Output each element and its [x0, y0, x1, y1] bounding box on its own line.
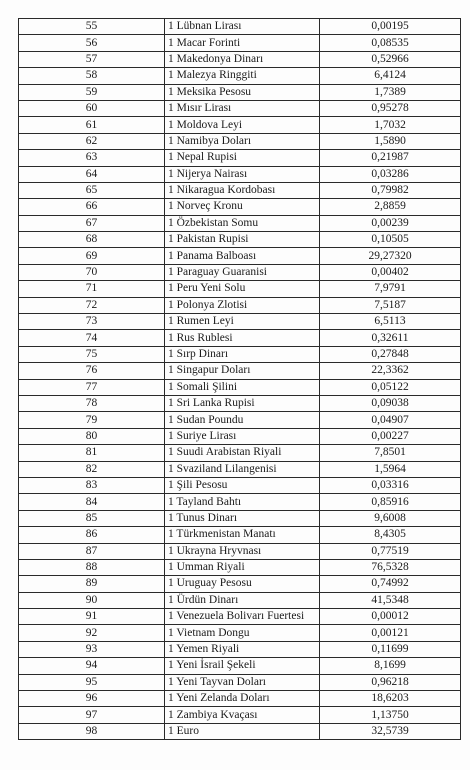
currency-name: 1 Sırp Dinarı: [165, 346, 320, 362]
exchange-rate-value: 0,09038: [320, 395, 461, 411]
currency-name: 1 Namibya Doları: [165, 133, 320, 149]
row-number: 84: [19, 494, 165, 510]
currency-name: 1 Umman Riyali: [165, 559, 320, 575]
row-number: 85: [19, 510, 165, 526]
table-row: [19, 494, 461, 510]
table-row: [19, 445, 461, 461]
exchange-rate-value: 0,77519: [320, 543, 461, 559]
row-number: 86: [19, 527, 165, 543]
exchange-rate-value: 0,03286: [320, 166, 461, 182]
row-number: 75: [19, 346, 165, 362]
row-number: 95: [19, 674, 165, 690]
currency-name: 1 Tayland Bahtı: [165, 494, 320, 510]
table-row: [19, 543, 461, 559]
currency-name: 1 Zambiya Kvaçası: [165, 707, 320, 723]
currency-name: 1 Nijerya Nairası: [165, 166, 320, 182]
currency-name: 1 Sri Lanka Rupisi: [165, 395, 320, 411]
table-row: [19, 248, 461, 264]
exchange-rate-value: 41,5348: [320, 592, 461, 608]
currency-name: 1 Yeni Zelanda Doları: [165, 691, 320, 707]
exchange-rate-value: 0,27848: [320, 346, 461, 362]
table-row: [19, 100, 461, 116]
row-number: 76: [19, 363, 165, 379]
currency-name: 1 Somali Şilini: [165, 379, 320, 395]
currency-name: 1 Venezuela Bolivarı Fuertesi: [165, 609, 320, 625]
row-number: 65: [19, 182, 165, 198]
row-number: 89: [19, 576, 165, 592]
row-number: 98: [19, 723, 165, 739]
row-number: 56: [19, 35, 165, 51]
currency-name: 1 Suudi Arabistan Riyali: [165, 445, 320, 461]
table-row: [19, 477, 461, 493]
row-number: 83: [19, 477, 165, 493]
exchange-rate-table-body: [19, 19, 461, 740]
table-row: [19, 527, 461, 543]
row-number: 68: [19, 232, 165, 248]
exchange-rate-value: 0,00195: [320, 19, 461, 35]
table-row: [19, 182, 461, 198]
currency-name: 1 Suriye Lirası: [165, 428, 320, 444]
row-number: 81: [19, 445, 165, 461]
currency-name: 1 Uruguay Pesosu: [165, 576, 320, 592]
row-number: 62: [19, 133, 165, 149]
row-number: 63: [19, 150, 165, 166]
table-row: [19, 19, 461, 35]
exchange-rate-value: 6,4124: [320, 68, 461, 84]
table-row: [19, 215, 461, 231]
table-row: [19, 51, 461, 67]
currency-name: 1 Vietnam Dongu: [165, 625, 320, 641]
row-number: 72: [19, 297, 165, 313]
exchange-rate-value: 0,11699: [320, 641, 461, 657]
row-number: 79: [19, 412, 165, 428]
table-row: [19, 166, 461, 182]
currency-name: 1 Moldova Leyi: [165, 117, 320, 133]
table-row: [19, 232, 461, 248]
currency-name: 1 Lübnan Lirası: [165, 19, 320, 35]
currency-name: 1 Singapur Doları: [165, 363, 320, 379]
row-number: 87: [19, 543, 165, 559]
currency-name: 1 Panama Balboası: [165, 248, 320, 264]
row-number: 69: [19, 248, 165, 264]
exchange-rate-value: 7,8501: [320, 445, 461, 461]
row-number: 91: [19, 609, 165, 625]
exchange-rate-value: 0,32611: [320, 330, 461, 346]
row-number: 61: [19, 117, 165, 133]
table-row: [19, 117, 461, 133]
currency-name: 1 Rus Rublesi: [165, 330, 320, 346]
exchange-rate-value: 7,5187: [320, 297, 461, 313]
exchange-rate-value: 0,00402: [320, 264, 461, 280]
table-row: [19, 84, 461, 100]
table-row: [19, 461, 461, 477]
table-row: [19, 314, 461, 330]
row-number: 92: [19, 625, 165, 641]
exchange-rate-value: 0,04907: [320, 412, 461, 428]
table-row: [19, 363, 461, 379]
currency-name: 1 Yeni Tayvan Doları: [165, 674, 320, 690]
currency-name: 1 Paraguay Guaranisi: [165, 264, 320, 280]
currency-name: 1 Peru Yeni Solu: [165, 281, 320, 297]
exchange-rate-value: 8,1699: [320, 658, 461, 674]
exchange-rate-value: 29,27320: [320, 248, 461, 264]
currency-name: 1 Tunus Dinarı: [165, 510, 320, 526]
currency-name: 1 Pakistan Rupisi: [165, 232, 320, 248]
table-row: [19, 674, 461, 690]
currency-name: 1 Yemen Riyali: [165, 641, 320, 657]
exchange-rate-value: 0,79982: [320, 182, 461, 198]
table-row: [19, 428, 461, 444]
table-row: [19, 412, 461, 428]
row-number: 93: [19, 641, 165, 657]
exchange-rate-value: 0,95278: [320, 100, 461, 116]
table-row: [19, 150, 461, 166]
exchange-rate-value: 0,21987: [320, 150, 461, 166]
table-row: [19, 199, 461, 215]
table-row: [19, 264, 461, 280]
exchange-rate-value: 1,13750: [320, 707, 461, 723]
exchange-rate-value: 0,74992: [320, 576, 461, 592]
table-row: [19, 592, 461, 608]
currency-name: 1 Türkmenistan Manatı: [165, 527, 320, 543]
currency-name: 1 Euro: [165, 723, 320, 739]
table-row: [19, 35, 461, 51]
exchange-rate-value: 22,3362: [320, 363, 461, 379]
currency-name: 1 Nepal Rupisi: [165, 150, 320, 166]
currency-name: 1 Meksika Pesosu: [165, 84, 320, 100]
table-row: [19, 691, 461, 707]
row-number: 57: [19, 51, 165, 67]
row-number: 77: [19, 379, 165, 395]
currency-name: 1 Özbekistan Somu: [165, 215, 320, 231]
exchange-rate-value: 0,00012: [320, 609, 461, 625]
row-number: 97: [19, 707, 165, 723]
table-row: [19, 641, 461, 657]
currency-name: 1 Polonya Zlotisi: [165, 297, 320, 313]
exchange-rate-value: 18,6203: [320, 691, 461, 707]
currency-name: 1 Mısır Lirası: [165, 100, 320, 116]
currency-name: 1 Makedonya Dinarı: [165, 51, 320, 67]
exchange-rate-value: 9,6008: [320, 510, 461, 526]
exchange-rate-value: 7,9791: [320, 281, 461, 297]
exchange-rate-value: 1,5890: [320, 133, 461, 149]
table-row: [19, 68, 461, 84]
exchange-rate-value: 0,10505: [320, 232, 461, 248]
row-number: 80: [19, 428, 165, 444]
exchange-rate-value: 0,05122: [320, 379, 461, 395]
row-number: 58: [19, 68, 165, 84]
table-row: [19, 609, 461, 625]
exchange-rate-value: 1,7032: [320, 117, 461, 133]
currency-name: 1 Yeni İsrail Şekeli: [165, 658, 320, 674]
row-number: 71: [19, 281, 165, 297]
row-number: 70: [19, 264, 165, 280]
exchange-rate-value: 0,00121: [320, 625, 461, 641]
currency-name: 1 Sudan Poundu: [165, 412, 320, 428]
row-number: 82: [19, 461, 165, 477]
currency-name: 1 Macar Forinti: [165, 35, 320, 51]
row-number: 55: [19, 19, 165, 35]
exchange-rate-value: 8,4305: [320, 527, 461, 543]
exchange-rate-value: 0,52966: [320, 51, 461, 67]
row-number: 59: [19, 84, 165, 100]
exchange-rate-value: 0,00239: [320, 215, 461, 231]
table-row: [19, 330, 461, 346]
table-row: [19, 346, 461, 362]
table-row: [19, 281, 461, 297]
row-number: 73: [19, 314, 165, 330]
exchange-rate-value: 0,96218: [320, 674, 461, 690]
row-number: 94: [19, 658, 165, 674]
row-number: 78: [19, 395, 165, 411]
currency-name: 1 Ukrayna Hryvnası: [165, 543, 320, 559]
exchange-rate-value: 0,03316: [320, 477, 461, 493]
row-number: 66: [19, 199, 165, 215]
table-row: [19, 510, 461, 526]
currency-name: 1 Ürdün Dinarı: [165, 592, 320, 608]
table-row: [19, 559, 461, 575]
currency-name: 1 Şili Pesosu: [165, 477, 320, 493]
currency-name: 1 Nikaragua Kordobası: [165, 182, 320, 198]
table-row: [19, 133, 461, 149]
row-number: 90: [19, 592, 165, 608]
currency-name: 1 Norveç Kronu: [165, 199, 320, 215]
exchange-rate-value: 0,85916: [320, 494, 461, 510]
table-row: [19, 297, 461, 313]
row-number: 60: [19, 100, 165, 116]
exchange-rate-value: 0,08535: [320, 35, 461, 51]
row-number: 96: [19, 691, 165, 707]
table-row: [19, 576, 461, 592]
exchange-rate-value: 1,5964: [320, 461, 461, 477]
currency-name: 1 Rumen Leyi: [165, 314, 320, 330]
currency-name: 1 Malezya Ringgiti: [165, 68, 320, 84]
table-row: [19, 707, 461, 723]
exchange-rate-value: 1,7389: [320, 84, 461, 100]
exchange-rate-value: 32,5739: [320, 723, 461, 739]
row-number: 74: [19, 330, 165, 346]
currency-name: 1 Svaziland Lilangenisi: [165, 461, 320, 477]
row-number: 64: [19, 166, 165, 182]
exchange-rate-value: 76,5328: [320, 559, 461, 575]
row-number: 88: [19, 559, 165, 575]
exchange-rate-value: 2,8859: [320, 199, 461, 215]
exchange-rate-value: 0,00227: [320, 428, 461, 444]
table-row: [19, 379, 461, 395]
table-row: [19, 723, 461, 739]
row-number: 67: [19, 215, 165, 231]
table-row: [19, 658, 461, 674]
table-row: [19, 625, 461, 641]
exchange-rate-table: [18, 18, 461, 740]
table-row: [19, 395, 461, 411]
exchange-rate-value: 6,5113: [320, 314, 461, 330]
